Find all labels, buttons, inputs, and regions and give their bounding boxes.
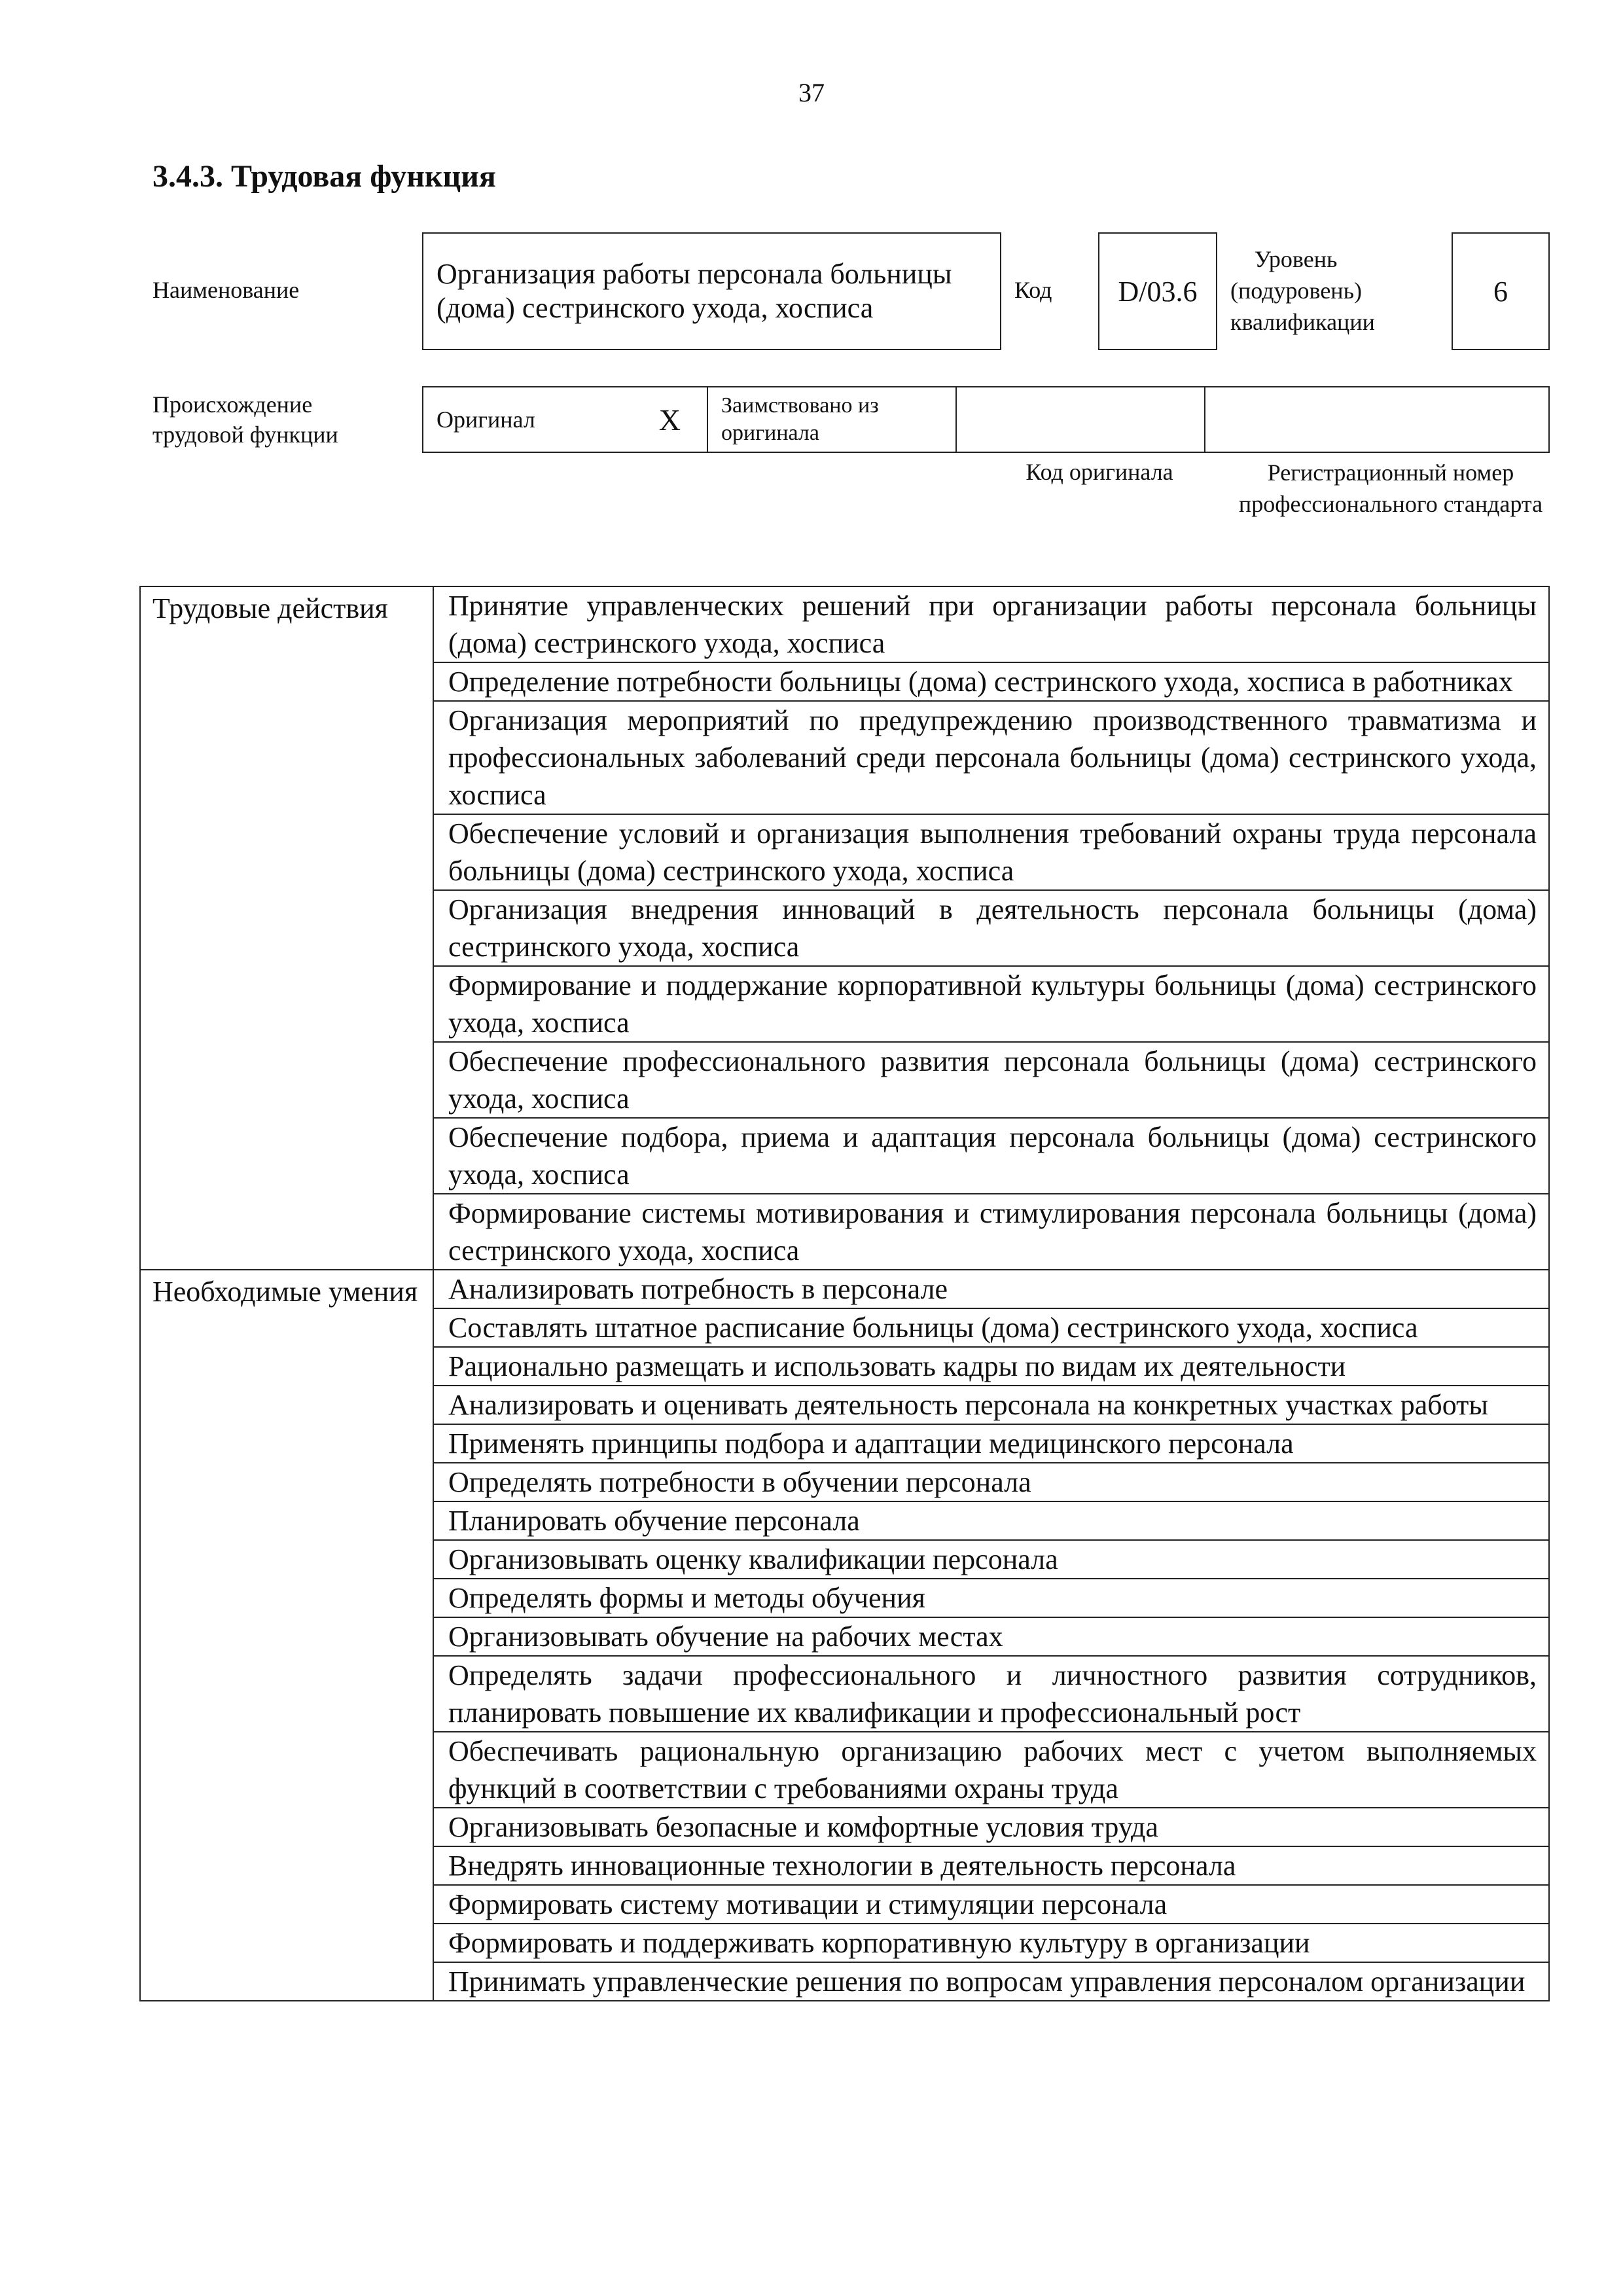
table-item-cell: Обеспечение подбора, приема и адаптация персонала больницы (дома) сестринского ухода, хосписа: [433, 1118, 1549, 1194]
origin-table: [422, 386, 1550, 453]
table-item-cell: Анализировать и оценивать деятельность персонала на конкретных участках работы: [433, 1386, 1549, 1424]
name-label: Наименование: [152, 277, 300, 303]
section-title-cell: Необходимые умения: [140, 1270, 433, 2001]
section-title-cell: Трудовые действия: [140, 586, 433, 1270]
table-item-cell: Внедрять инновационные технологии в деятельность персонала: [433, 1846, 1549, 1885]
origin-original-cell: [423, 387, 708, 452]
requirements-table: [139, 586, 1550, 2001]
level-value: 6: [1452, 232, 1550, 350]
name-value: Организация работы персонала больницы (дома) сестринского ухода, хосписа: [437, 258, 952, 324]
code-original-caption: Код оригинала: [1026, 459, 1173, 485]
table-item-cell: Формирование и поддержание корпоративной культуры больницы (дома) сестринского ухода, хосписа: [433, 966, 1549, 1042]
original-mark: X: [658, 403, 681, 437]
original-code-cell: [957, 387, 1205, 452]
level-label: Уровень (подуровень) квалификации: [1230, 246, 1375, 335]
table-item-cell: Организация внедрения инноваций в деятельность персонала больницы (дома) сестринского ухода, хосписа: [433, 890, 1549, 966]
borrowed-label: Заимствовано из оригинала: [708, 387, 957, 452]
table-item-cell: Формировать систему мотивации и стимуляции персонала: [433, 1885, 1549, 1924]
table-item-cell: Применять принципы подбора и адаптации медицинского персонала: [433, 1424, 1549, 1463]
table-item-cell: Планировать обучение персонала: [433, 1501, 1549, 1540]
table-row: [140, 1270, 1549, 1308]
table-item-cell: Организовывать оценку квалификации персонала: [433, 1540, 1549, 1579]
table-item-cell: Определять потребности в обучении персонала: [433, 1463, 1549, 1501]
table-item-cell: Формирование системы мотивирования и стимулирования персонала больницы (дома) сестринского ухода, хосписа: [433, 1194, 1549, 1270]
registration-number-caption: Регистрационный номер профессионального стандарта: [1238, 459, 1543, 517]
table-item-cell: Обеспечение условий и организация выполнения требований охраны труда персонала больницы (дома) сестринского ухода, хосписа: [433, 814, 1549, 890]
name-box: [422, 232, 1001, 350]
table-item-cell: Организовывать безопасные и комфортные условия труда: [433, 1808, 1549, 1846]
section-title: 3.4.3. Трудовая функция: [152, 159, 496, 194]
table-item-cell: Определять формы и методы обучения: [433, 1579, 1549, 1617]
table-item-cell: Обеспечение профессионального развития персонала больницы (дома) сестринского ухода, хосписа: [433, 1042, 1549, 1118]
table-item-cell: Определять задачи профессионального и личностного развития сотрудников, планировать повышение их квалификации и профессиональный рост: [433, 1656, 1549, 1732]
table-item-cell: Рационально размещать и использовать кадры по видам их деятельности: [433, 1347, 1549, 1386]
origin-label: Происхождение трудовой функции: [152, 391, 338, 448]
table-item-cell: Обеспечивать рациональную организацию рабочих мест с учетом выполняемых функций в соответствии с требованиями охраны труда: [433, 1732, 1549, 1808]
page-number: 37: [798, 78, 825, 107]
registration-number-cell: [1205, 387, 1548, 452]
table-item-cell: Формировать и поддерживать корпоративную культуру в организации: [433, 1924, 1549, 1962]
table-item-cell: Определение потребности больницы (дома) сестринского ухода, хосписа в работниках: [433, 662, 1549, 701]
code-label: Код: [1014, 277, 1052, 303]
table-item-cell: Составлять штатное расписание больницы (дома) сестринского ухода, хосписа: [433, 1308, 1549, 1347]
code-value: D/03.6: [1098, 232, 1217, 350]
table-item-cell: Организовывать обучение на рабочих местах: [433, 1617, 1549, 1656]
original-label: Оригинал: [437, 406, 535, 433]
table-row: [140, 586, 1549, 662]
table-item-cell: Организация мероприятий по предупреждению производственного травматизма и профессиональных заболеваний среди персонала больницы (дома) сестринского ухода, хосписа: [433, 701, 1549, 814]
table-item-cell: Принятие управленческих решений при организации работы персонала больницы (дома) сестринского ухода, хосписа: [433, 586, 1549, 662]
table-item-cell: Анализировать потребность в персонале: [433, 1270, 1549, 1308]
table-item-cell: Принимать управленческие решения по вопросам управления персоналом организации: [433, 1962, 1549, 2001]
